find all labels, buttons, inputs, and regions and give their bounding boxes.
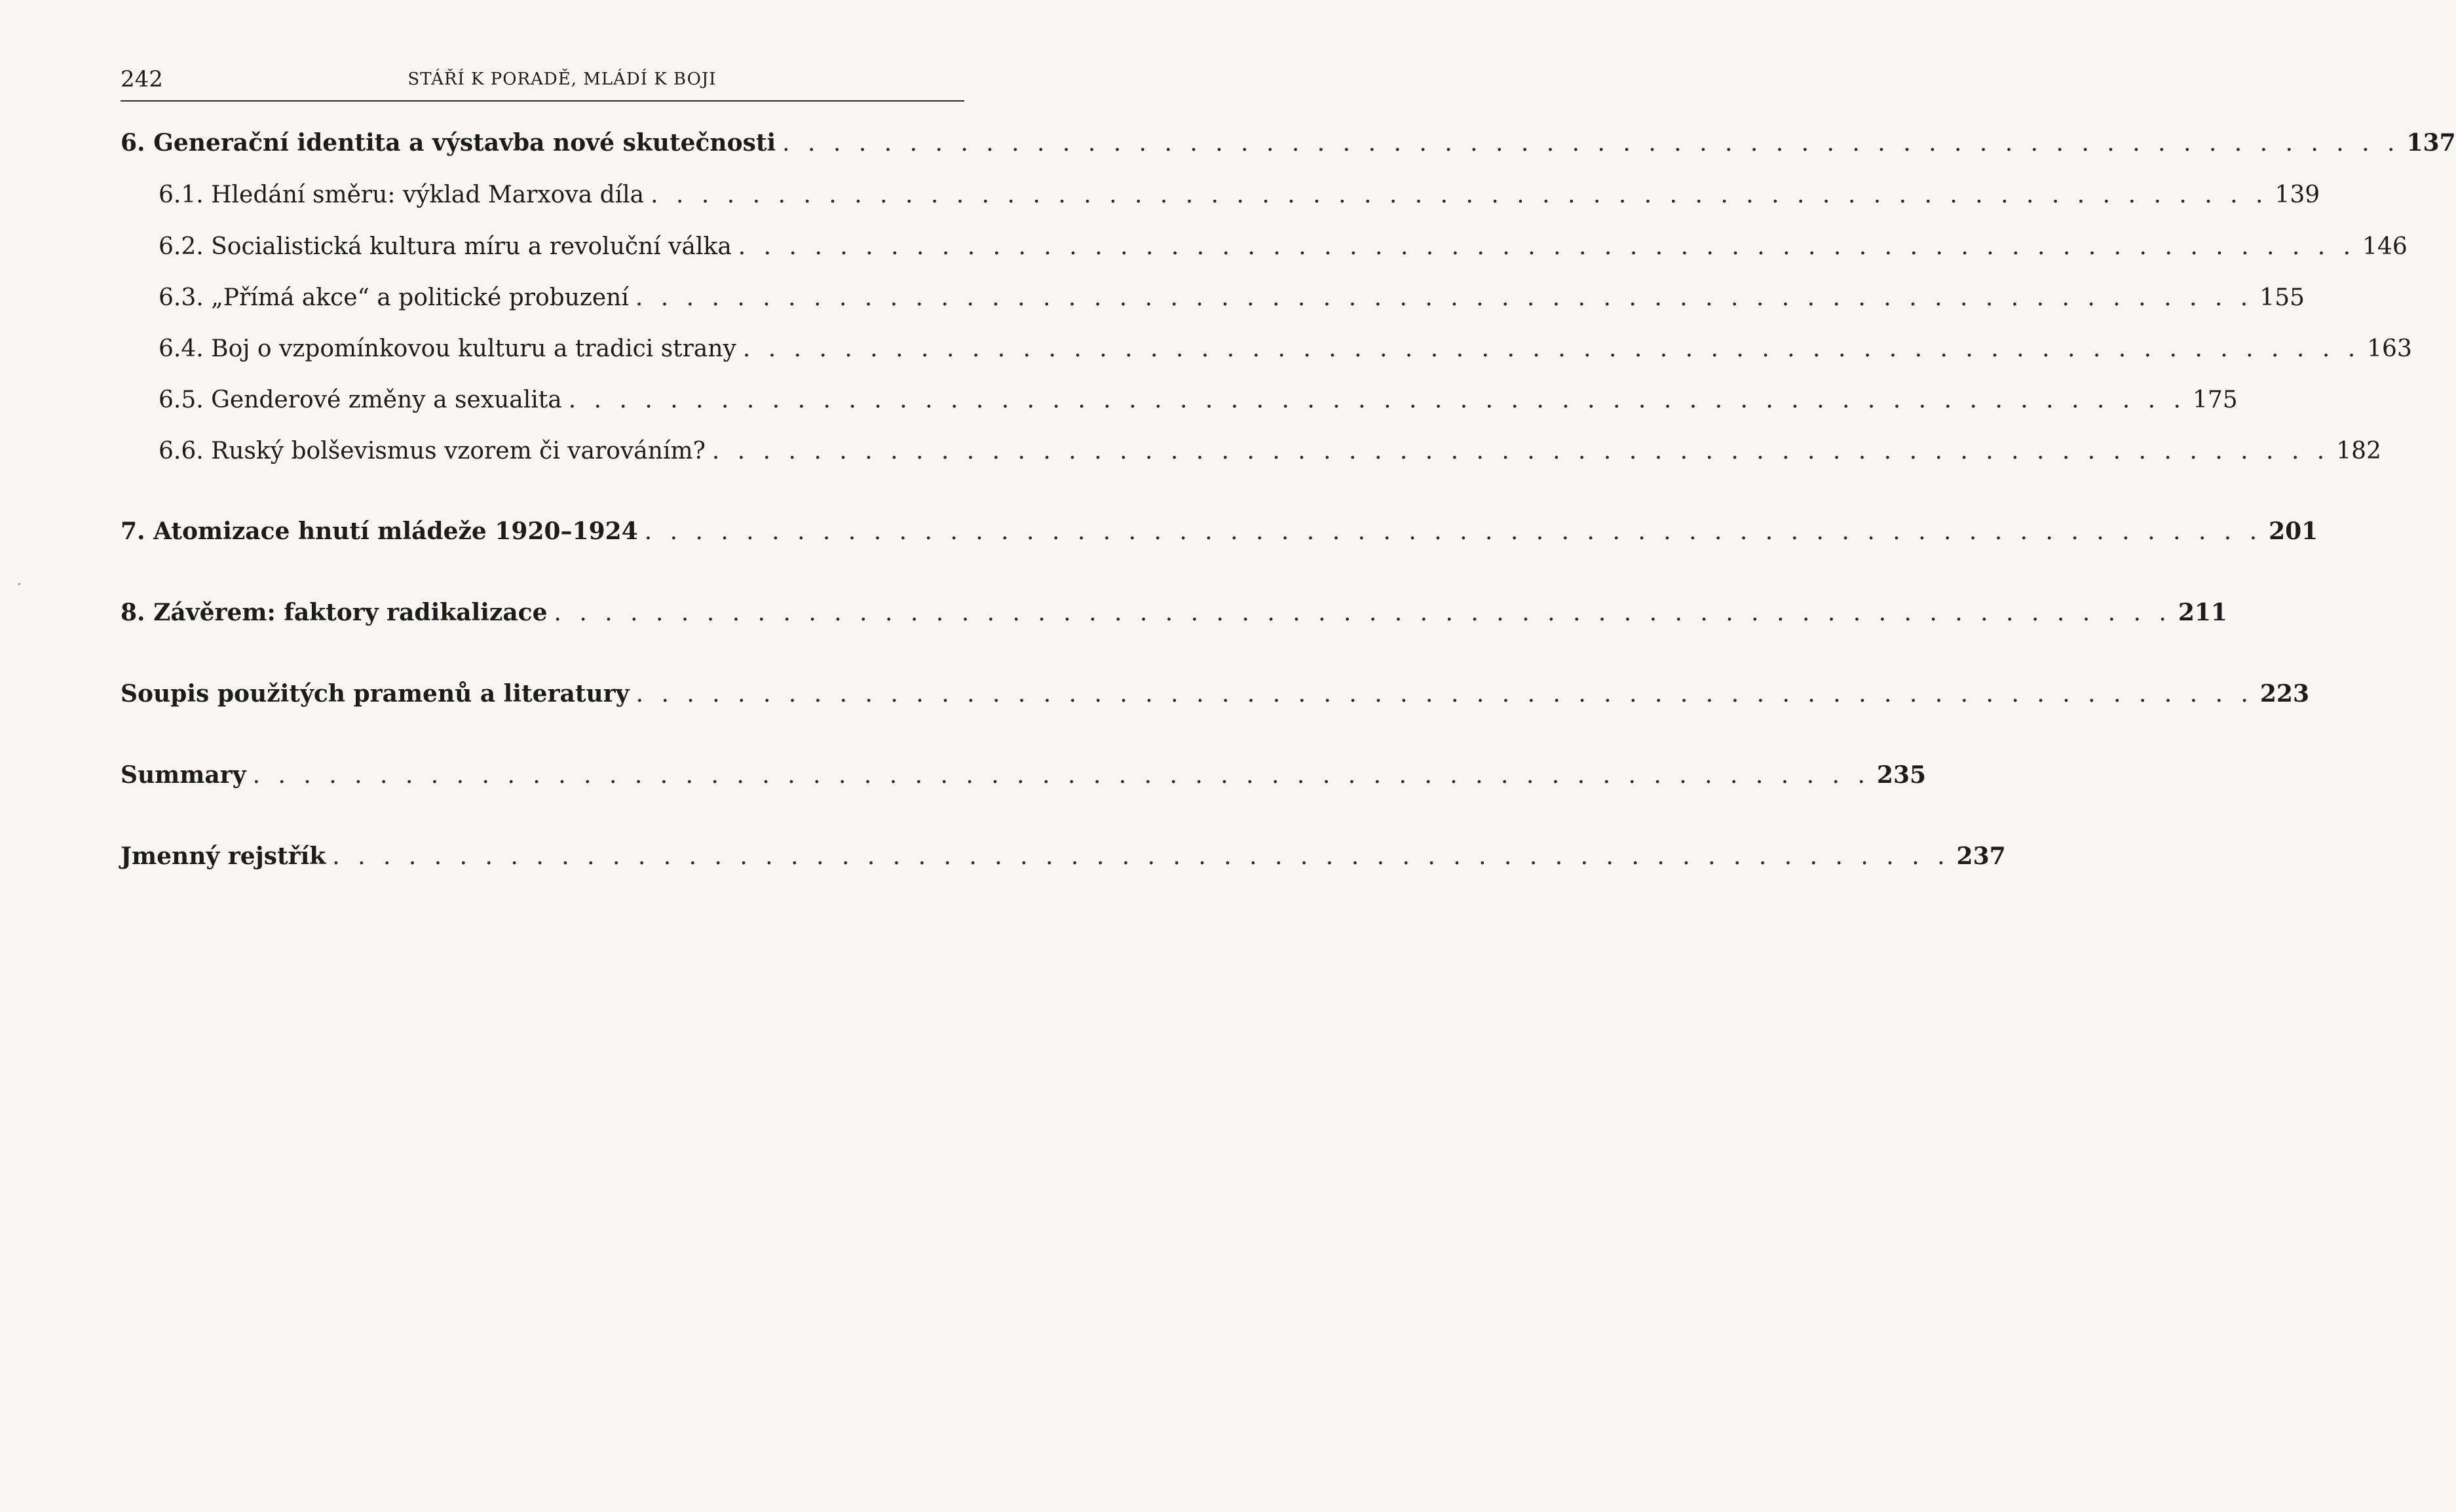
page-number: 242: [121, 66, 163, 92]
toc-entry-page: 237: [1956, 842, 2006, 870]
toc-entry-label: 6.4. Boj o vzpomínkovou kulturu a tradici strany: [159, 335, 736, 362]
toc-leader-dots: . . . . . . . . . . . . . . . . . . . . . . . . . . . . . . . . . . . . . . . . . . . . . . . . . . . . . . . . . . . . . . . .: [635, 681, 2254, 708]
toc-entry-label: Summary: [121, 761, 246, 789]
toc-entry-section-6-5: [159, 385, 2238, 416]
toc-entry-section-6-6: [159, 436, 2381, 467]
header-rule: [121, 100, 964, 102]
toc-entry-label: 6.5. Genderové změny a sexualita: [159, 387, 562, 413]
toc-entry-chapter-8: [121, 597, 2227, 629]
toc-entry-label: 6.2. Socialistická kultura míru a revoluční válka: [159, 233, 732, 260]
running-header: [121, 63, 964, 96]
toc-entry-chapter-6: [121, 127, 2456, 159]
toc-entry-page: 175: [2193, 387, 2238, 413]
toc-entry-section-6-3: [159, 282, 2305, 314]
toc-entry-label: Jmenný rejstřík: [121, 842, 326, 870]
toc-leader-dots: . . . . . . . . . . . . . . . . . . . . . . . . . . . . . . . . . . . . . . . . . . . . . . . . . . . . . . . . . . . . . . . .: [635, 284, 2254, 311]
toc-leader-dots: . . . . . . . . . . . . . . . . . . . . . . . . . . . . . . . . . . . . . . . . . . . . . . . . . . . . . . . . . . . . . . . .: [568, 387, 2186, 413]
toc-leader-dots: . . . . . . . . . . . . . . . . . . . . . . . . . . . . . . . . . . . . . . . . . . . . . . . . . . . . . . . . . . . . . . . .: [738, 233, 2356, 260]
toc-entry-page: 163: [2367, 335, 2412, 362]
toc-entry-section-6-2: [159, 231, 2408, 263]
toc-entry-section-6-1: [159, 180, 2320, 211]
toc-entry-section-6-4: [159, 333, 2412, 365]
toc-entry-label: 7. Atomizace hnutí mládeže 1920–1924: [121, 518, 638, 545]
toc-entry-summary: [121, 759, 1927, 791]
toc-entry-label: 6.1. Hledání směru: výklad Marxova díla: [159, 181, 645, 208]
running-title: STÁŘÍ K PORADĚ, MLÁDÍ K BOJI: [407, 69, 717, 89]
toc-entry-label: 6. Generační identita a výstavba nové skutečnosti: [121, 129, 776, 157]
toc-leader-dots: . . . . . . . . . . . . . . . . . . . . . . . . . . . . . . . . . . . . . . . . . . . . . . . . . . . . . . . . . . . . . . . .: [644, 518, 2263, 545]
toc-entry-page: 139: [2275, 181, 2320, 208]
toc-leader-dots: . . . . . . . . . . . . . . . . . . . . . . . . . . . . . . . . . . . . . . . . . . . . . . . . . . . . . . . . . . . . . . . .: [332, 843, 1950, 870]
toc-leader-dots: . . . . . . . . . . . . . . . . . . . . . . . . . . . . . . . . . . . . . . . . . . . . . . . . . . . . . . . . . . . . . . . .: [651, 181, 2269, 208]
toc-entry-label: 6.3. „Přímá akce“ a politické probuzení: [159, 284, 629, 311]
toc-entry-page: 155: [2259, 284, 2305, 311]
toc-leader-dots: . . . . . . . . . . . . . . . . . . . . . . . . . . . . . . . . . . . . . . . . . . . . . . . . . . . . . . . . . . . . . . . .: [742, 335, 2361, 362]
toc-entry-label: 8. Závěrem: faktory radikalizace: [121, 599, 548, 626]
toc-entry-index: [121, 841, 2006, 873]
toc-entry-label: 6.6. Ruský bolševismus vzorem či varováním?: [159, 438, 706, 464]
toc-leader-dots: . . . . . . . . . . . . . . . . . . . . . . . . . . . . . . . . . . . . . . . . . . . . . . . . . . . . . . . . . . . . . . . .: [782, 130, 2400, 157]
toc-leader-dots: . . . . . . . . . . . . . . . . . . . . . . . . . . . . . . . . . . . . . . . . . . . . . . . . . . . . . . . . . . . . . . . .: [252, 762, 1870, 789]
toc-entry-page: 182: [2336, 438, 2381, 464]
toc-entry-sources: [121, 678, 2310, 710]
toc-entry-page: 223: [2259, 680, 2310, 708]
toc-entry-page: 235: [1876, 761, 1927, 789]
toc-entry-page: 201: [2269, 518, 2318, 545]
toc-entry-label: Soupis použitých pramenů a literatury: [121, 680, 630, 708]
toc-entry-page: 146: [2362, 233, 2408, 260]
toc-entry-page: 137: [2406, 129, 2456, 157]
toc-entry-page: 211: [2178, 599, 2227, 626]
paper-speck: [18, 583, 20, 585]
toc-entry-chapter-7: [121, 516, 2318, 548]
toc-leader-dots: . . . . . . . . . . . . . . . . . . . . . . . . . . . . . . . . . . . . . . . . . . . . . . . . . . . . . . . . . . . . . . . .: [711, 438, 2330, 464]
toc-leader-dots: . . . . . . . . . . . . . . . . . . . . . . . . . . . . . . . . . . . . . . . . . . . . . . . . . . . . . . . . . . . . . . . .: [554, 599, 2172, 626]
